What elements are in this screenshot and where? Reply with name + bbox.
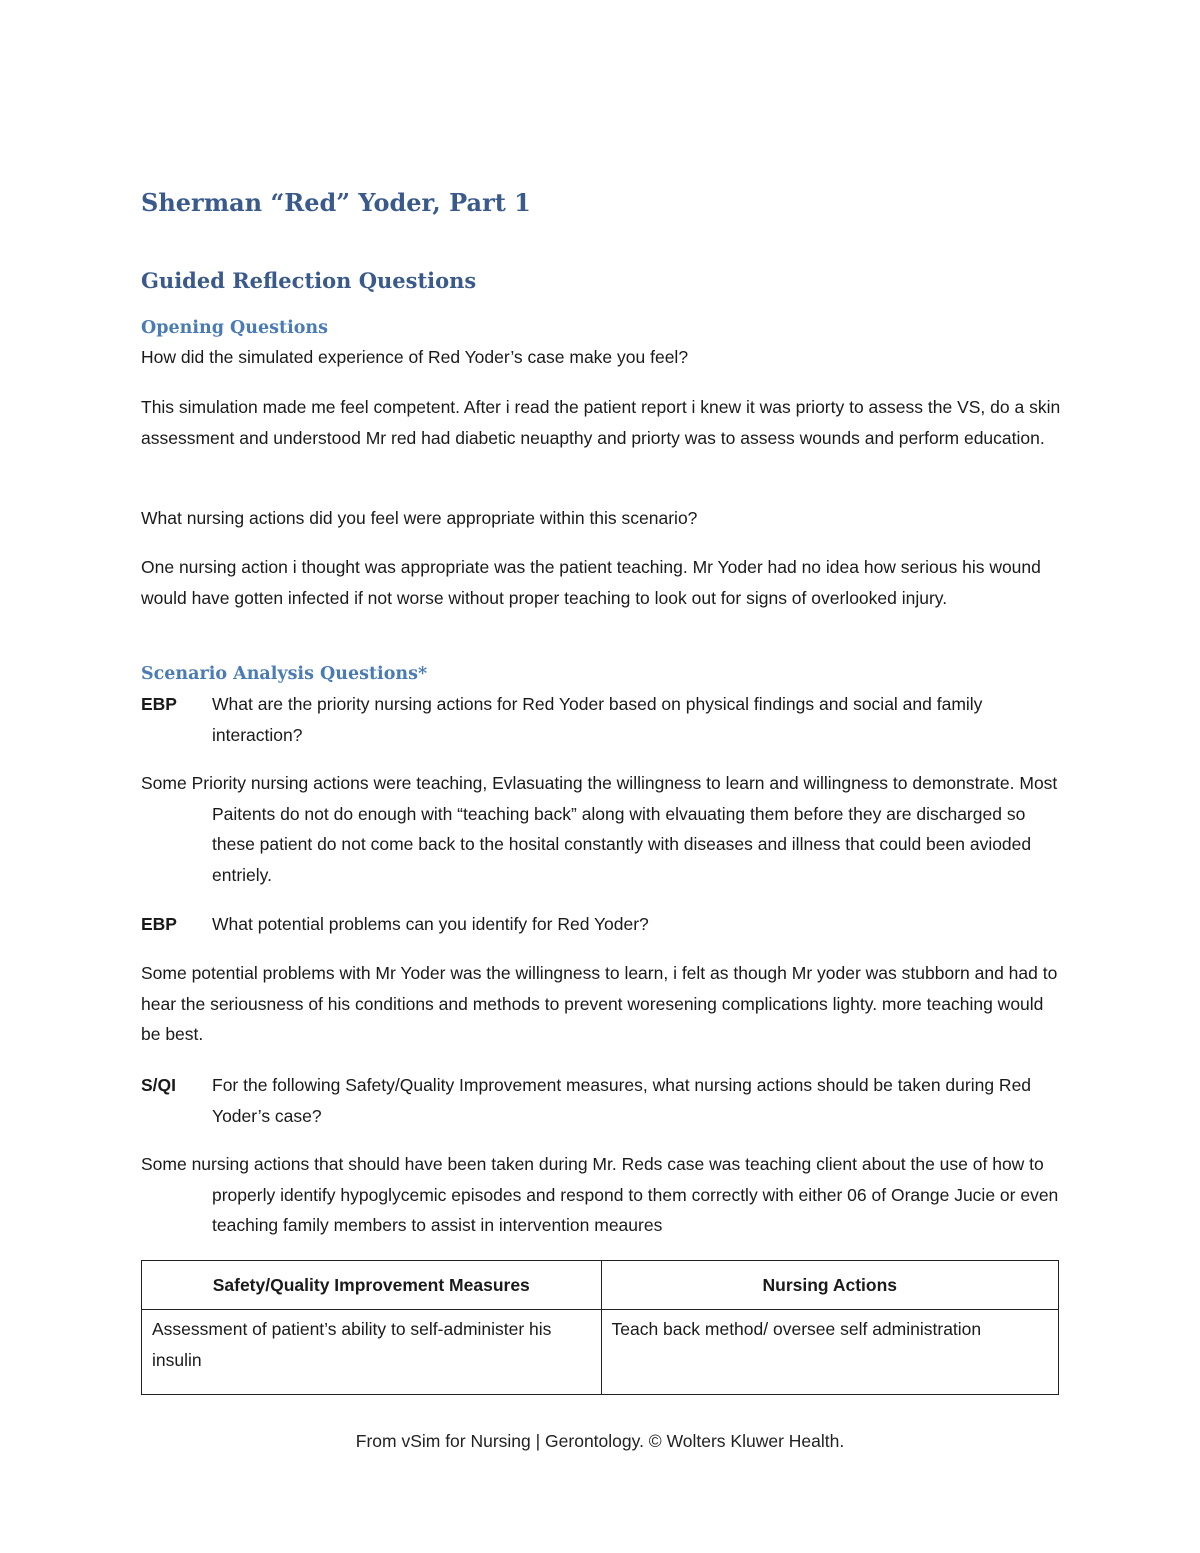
scenario-question-1 [141,689,1061,750]
scenario-question-3 [141,1070,1061,1131]
table-row [142,1310,1059,1395]
page-footer: From vSim for Nursing | Gerontology. © Wolters Kluwer Health. [355,1431,845,1451]
question-tag: S/QI [141,1075,177,1095]
scenario-answer-1: Some Priority nursing actions were teaching, Evlasuating the willingness to learn and willingness to demonstrate. Most Paitents do not do enough with “teaching back” along with elvauating them before they are discharged so these patient do not come back to the hosital constantly with diseases and illness that could been avioded entriely. [141,773,1058,885]
question-text: For the following Safety/Quality Improvement measures, what nursing actions should be taken during Red Yoder’s case? [212,1075,1032,1126]
table-cell-measure: Assessment of patient’s ability to self-administer his insulin [142,1310,602,1395]
scenario-answer-3: Some nursing actions that should have been taken during Mr. Reds case was teaching client about the use of how to properly identify hypoglycemic episodes and respond to them correctly with either 06 of Orange Jucie or even teaching family members to assist in intervention meaures [141,1154,1059,1235]
question-tag: EBP [141,914,177,934]
table-header-measures: Safety/Quality Improvement Measures [142,1261,602,1310]
opening-answer-2: One nursing action i thought was appropriate was the patient teaching. Mr Yoder had no idea how serious his wound would have gotten infected if not worse without proper teaching to look out for signs of overlooked injury. [141,557,1041,608]
opening-question-1: How did the simulated experience of Red Yoder’s case make you feel? [141,347,689,367]
question-tag: EBP [141,694,177,714]
table-header-nursing-actions: Nursing Actions [601,1261,1059,1310]
table-cell-action: Teach back method/ oversee self administration [601,1310,1059,1395]
document-title: Sherman “Red” Yoder, Part 1 [141,188,531,217]
document-subtitle: Guided Reflection Questions [141,268,477,293]
safety-quality-table [141,1260,1059,1395]
opening-answer-1: This simulation made me feel competent. After i read the patient report i knew it was priorty to assess the VS, do a skin assessment and understood Mr red had diabetic neuapthy and priorty was to assess wounds and perform education. [141,397,1061,448]
opening-questions-heading: Opening Questions [141,318,328,338]
scenario-question-2 [141,909,1061,940]
question-text: What potential problems can you identify for Red Yoder? [212,914,649,934]
scenario-answer-2: Some potential problems with Mr Yoder was the willingness to learn, i felt as though Mr yoder was stubborn and had to hear the seriousness of his conditions and methods to prevent woresening complications lighty. more teaching would be best. [141,963,1058,1044]
question-text: What are the priority nursing actions for Red Yoder based on physical findings and social and family interaction? [212,694,983,745]
opening-question-2: What nursing actions did you feel were appropriate within this scenario? [141,508,698,528]
scenario-questions-heading: Scenario Analysis Questions* [141,664,428,684]
table-header-row [142,1261,1059,1310]
